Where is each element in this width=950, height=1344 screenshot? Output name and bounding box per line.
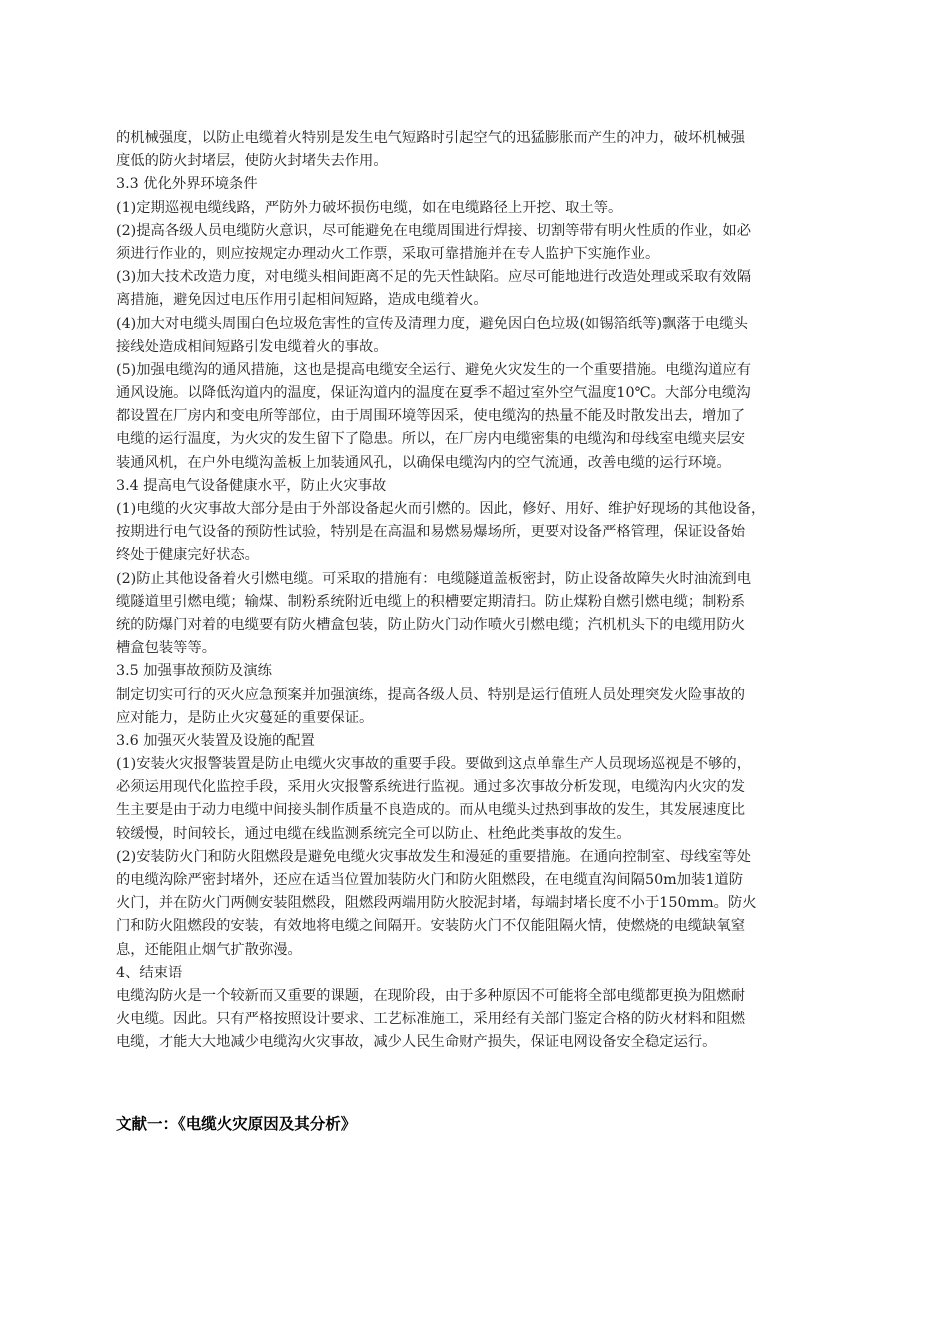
section-heading: 4、结束语 [116, 964, 183, 981]
section-heading: 3.3 优化外界环境条件 [116, 176, 258, 193]
text-line: 息，还能阻止烟气扩散弥漫。 [116, 941, 302, 958]
text-line: 离措施，避免因过电压作用引起相间短路，造成电缆着火。 [116, 292, 488, 309]
text-line: 槽盒包装等等。 [116, 640, 217, 657]
text-line: 按期进行电气设备的预防性试验，特别是在高温和易燃易爆场所，更要对设备严格管理，保证设备始 [116, 524, 746, 541]
text-line: (2)防止其他设备着火引燃电缆。可采取的措施有：电缆隧道盖板密封，防止设备故障失火时油流到电 [116, 570, 752, 587]
text-line: 应对能力，是防止火灾蔓延的重要保证。 [116, 709, 374, 726]
text-line: 统的防爆门对着的电缆要有防火槽盒包装，防止防火门动作喷火引燃电缆；汽机机头下的电缆用防火 [116, 616, 746, 633]
text-line: (1)安装火灾报警装置是防止电缆火灾事故的重要手段。要做到这点单靠生产人员现场巡视是不够的， [116, 756, 752, 773]
document-body [116, 127, 876, 1136]
text-line: (1)电缆的火灾事故大部分是由于外部设备起火而引燃的。因此，修好、用好、维护好现场的其他设备， [116, 501, 766, 517]
text-line: (4)加大对电缆头周围白色垃圾危害性的宣传及清理力度，避免因白色垃圾(如锡箔纸等)飘落于电缆头 [116, 315, 748, 332]
text-line: (5)加强电缆沟的通风措施，这也是提高电缆安全运行、避免火灾发生的一个重要措施。电缆沟道应有 [116, 361, 752, 378]
text-line: 缆隧道里引燃电缆；输煤、制粉系统附近电缆上的积槽要定期清扫。防止煤粉自燃引燃电缆；制粉系 [116, 593, 746, 610]
text-line: 门和防火阻燃段的安装，有效地将电缆之间隔开。安装防火门不仅能阻隔火情，使燃烧的电缆缺氧窒 [116, 918, 746, 935]
text-line: 制定切实可行的灭火应急预案并加强演练，提高各级人员、特别是运行值班人员处理突发火险事故的 [116, 686, 746, 703]
text-line: 较缓慢，时间较长，通过电缆在线监测系统完全可以防止、杜绝此类事故的发生。 [116, 825, 631, 842]
text-line: 须进行作业的，则应按规定办理动火工作票，采取可靠措施并在专人监护下实施作业。 [116, 245, 660, 262]
reference-title: 文献一：《电缆火灾原因及其分析》 [116, 1114, 357, 1133]
section-heading: 3.4 提高电气设备健康水平，防止火灾事故 [116, 477, 387, 494]
paragraph-spacer [116, 1055, 876, 1112]
text-line: 通风设施。以降低沟道内的温度，保证沟道内的温度在夏季不超过室外空气温度10℃。大部分电缆沟 [116, 385, 751, 402]
text-line: 必须运用现代化监控手段，采用火灾报警系统进行监视。通过多次事故分析发现，电缆沟内火灾的发 [116, 779, 746, 796]
section-heading: 3.6 加强灭火装置及设施的配置 [116, 732, 315, 749]
text-line: 生主要是由于动力电缆中间接头制作质量不良造成的。而从电缆头过热到事故的发生，其发展速度比 [116, 802, 746, 819]
text-line: 的电缆沟除严密封堵外，还应在适当位置加装防火门和防火阻燃段，在电缆直沟间隔50m加装1道防 [116, 872, 744, 888]
text-line: 度低的防火封堵层，使防火封堵失去作用。 [116, 153, 388, 170]
text-line: (2)提高各级人员电缆防火意识，尽可能避免在电缆周围进行焊接、切割等带有明火性质的作业，如必 [116, 222, 752, 239]
text-line: (1)定期巡视电缆线路，严防外力破坏损伤电缆，如在电缆路径上开挖、取土等。 [116, 199, 623, 216]
text-line: 火门，并在防火门两侧安装阻燃段，阻燃段两端用防火胶泥封堵，每端封堵长度不小于150mm。防火 [116, 895, 757, 912]
text-line: 电缆的运行温度，为火灾的发生留下了隐患。所以，在厂房内电缆密集的电缆沟和母线室电缆夹层安 [116, 431, 746, 448]
text-line: 终处于健康完好状态。 [116, 547, 259, 564]
section-heading: 3.5 加强事故预防及演练 [116, 663, 272, 680]
text-line: 的机械强度，以防止电缆着火特别是发生电气短路时引起空气的迅猛膨胀而产生的冲力，破坏机械强 [116, 130, 746, 146]
text-line: 电缆沟防火是一个较新而又重要的课题，在现阶段，由于多种原因不可能将全部电缆都更换为阻燃耐 [116, 987, 746, 1004]
text-line: 都设置在厂房内和变电所等部位，由于周围环境等因采，使电缆沟的热量不能及时散发出去，增加了 [116, 408, 746, 425]
text-line: (3)加大技术改造力度，对电缆头相间距离不足的先天性缺陷。应尽可能地进行改造处理或采取有效隔 [116, 269, 752, 286]
text-line: (2)安装防火门和防火阻燃段是避免电缆火灾事故发生和漫延的重要措施。在通向控制室、母线室等处 [116, 848, 752, 865]
text-line: 火电缆。因此。只有严格按照设计要求、工艺标准施工，采用经有关部门鉴定合格的防火材料和阻燃 [116, 1011, 746, 1028]
text-line: 电缆，才能大大地减少电缆沟火灾事故，减少人民生命财产损失，保证电网设备安全稳定运行。 [116, 1034, 717, 1051]
text-line: 接线处造成相间短路引发电缆着火的事故。 [116, 338, 388, 355]
text-line: 装通风机，在户外电缆沟盖板上加装通风孔，以确保电缆沟内的空气流通，改善电缆的运行环境。 [116, 454, 731, 471]
